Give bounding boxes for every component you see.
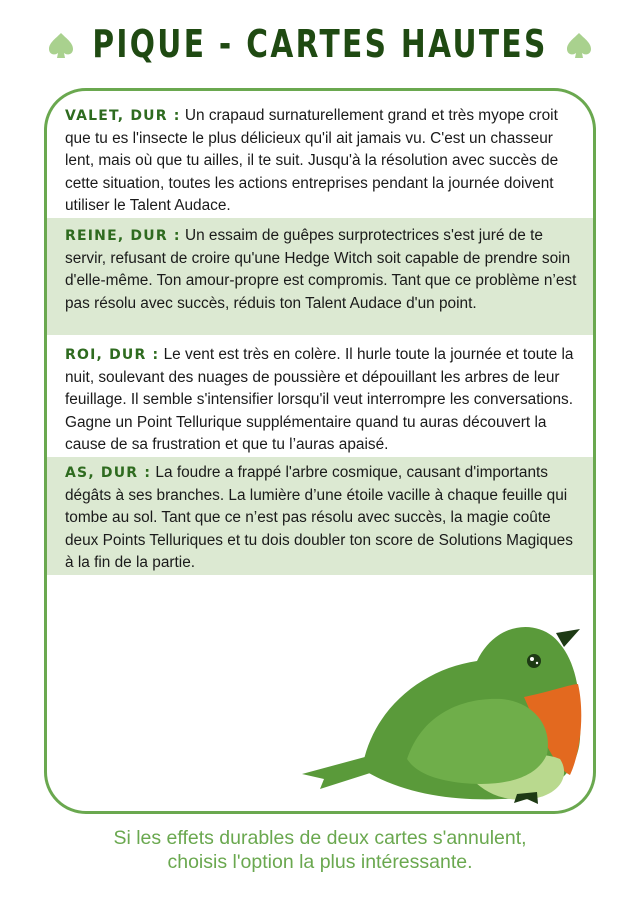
robin-bird-illustration [302, 599, 592, 809]
entry-label: AS, DUR : [65, 465, 152, 481]
entry-label: ROI, DUR : [65, 347, 160, 363]
entry-text: Un crapaud surnaturellement grand et très myope croit que tu es l'insecte le plus délicieux qu'il ait jamais vu. C'est un chasseur lent, mais où que tu ailles, il te suit. Jusqu'à la résolution avec succès de cette situation, toutes les actions entreprises pendant la journée doivent utiliser le Talent Audace. [65, 107, 559, 215]
entry-valet [47, 91, 593, 218]
footer-line-2: choisis l'option la plus intéressante. [167, 851, 473, 873]
page-title: PIQUE - CARTES HAUTES [92, 22, 548, 66]
entry-label: REINE, DUR : [65, 228, 181, 244]
entry-reine [47, 218, 593, 335]
card-panel [44, 88, 596, 814]
entry-text: La foudre a frappé l'arbre cosmique, causant d'importants dégâts à ses branches. La lumière d’une étoile vacille à chaque feuille qui tombe au sol. Tant que ce n’est pas résolu avec succès, la magie coûte deux Points Telluriques et tu dois doubler ton score de Solutions Magiques à la fin de la partie. [65, 464, 573, 572]
footer-note [0, 826, 640, 874]
spade-icon [565, 31, 593, 61]
entry-text: Le vent est très en colère. Il hurle toute la journée et toute la nuit, soulevant des nuages de poussière et dépouillant les arbres de leur feuillage. Il semble s'intensifier lorsqu'il veut interrompre les conversations. Gagne un Point Tellurique supplémentaire quand tu auras découvert la cause de sa frustration et que tu l’auras apaisé. [65, 346, 574, 454]
entry-roi [47, 335, 593, 457]
header [0, 18, 640, 78]
entry-as [47, 457, 593, 575]
entry-label: VALET, DUR : [65, 108, 181, 124]
footer-line-1: Si les effets durables de deux cartes s'annulent, [113, 827, 527, 849]
entry-text: Un essaim de guêpes surprotectrices s'est juré de te servir, refusant de croire qu'une Hedge Witch soit capable de prendre soin d'elle-même. Ton amour-propre est compromis. Tant que ce problème n’est pas résolu avec succès, réduis ton Talent Audace d'un point. [65, 227, 577, 312]
